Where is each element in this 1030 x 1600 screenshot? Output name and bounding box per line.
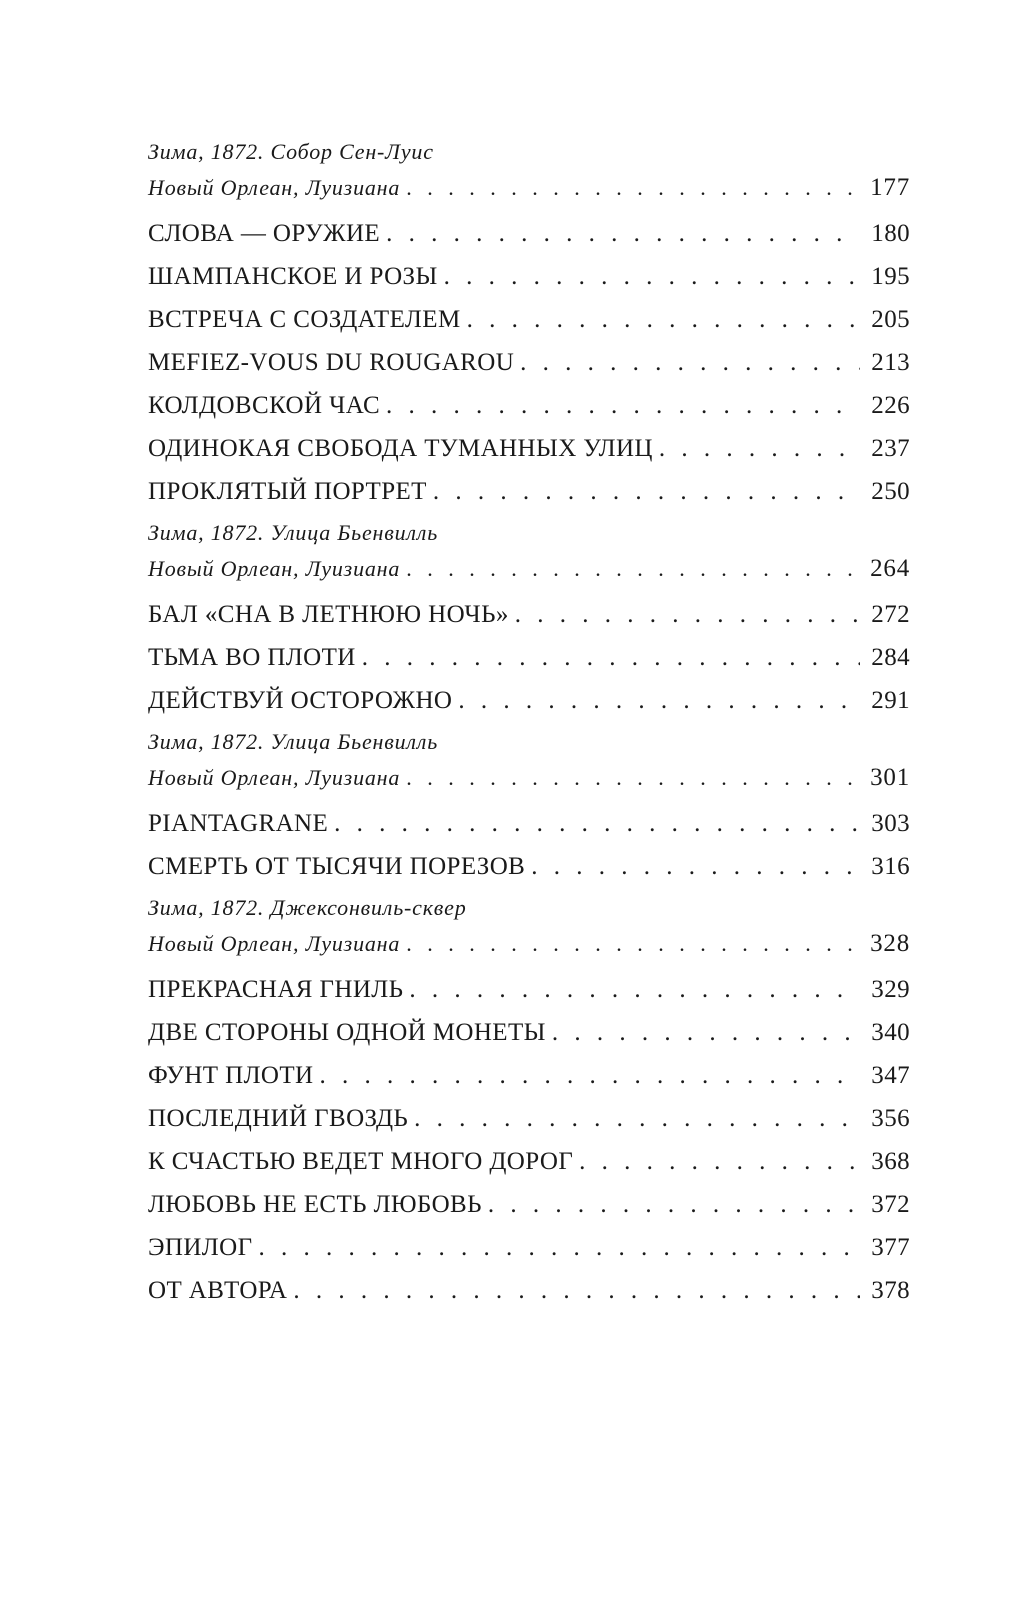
dot-leader bbox=[406, 551, 860, 587]
interlude-place-row bbox=[148, 170, 910, 206]
chapter-title: ДЕЙСТВУЙ ОСТОРОЖНО bbox=[148, 687, 453, 714]
page-number: 291 bbox=[871, 687, 910, 714]
dot-leader bbox=[488, 1183, 860, 1226]
dot-leader bbox=[406, 170, 860, 206]
toc-interlude[interactable] bbox=[148, 724, 910, 796]
chapter-title: КОЛДОВСКОЙ ЧАС bbox=[148, 392, 381, 419]
toc-entry[interactable] bbox=[148, 1097, 910, 1140]
dot-leader bbox=[414, 1097, 860, 1140]
page-number: 356 bbox=[871, 1105, 910, 1132]
dot-leader bbox=[433, 470, 860, 513]
chapter-title: ВСТРЕЧА С СОЗДАТЕЛЕМ bbox=[148, 306, 461, 333]
chapter-title: ЭПИЛОГ bbox=[148, 1234, 253, 1261]
page-number: 340 bbox=[871, 1019, 910, 1046]
dot-leader bbox=[258, 1226, 860, 1269]
dot-leader bbox=[520, 341, 860, 384]
toc-entry[interactable] bbox=[148, 298, 910, 341]
interlude-place-row bbox=[148, 926, 910, 962]
chapter-title: ПОСЛЕДНИЙ ГВОЗДЬ bbox=[148, 1105, 409, 1132]
chapter-title: MEFIEZ-VOUS DU ROUGAROU bbox=[148, 349, 515, 376]
toc-entry[interactable] bbox=[148, 1011, 910, 1054]
chapter-title: СЛОВА — ОРУЖИЕ bbox=[148, 220, 381, 247]
page-number: 180 bbox=[871, 220, 910, 247]
dot-leader bbox=[552, 1011, 860, 1054]
page-number: 347 bbox=[871, 1062, 910, 1089]
page-number: 378 bbox=[871, 1277, 910, 1304]
dot-leader bbox=[467, 298, 860, 341]
chapter-title: ОДИНОКАЯ СВОБОДА ТУМАННЫХ УЛИЦ bbox=[148, 435, 653, 462]
interlude-heading: Зима, 1872. Улица Бьенвилль bbox=[148, 520, 439, 545]
toc-entry[interactable] bbox=[148, 845, 910, 888]
toc-entry[interactable] bbox=[148, 1183, 910, 1226]
toc-entry[interactable] bbox=[148, 679, 910, 722]
dot-leader bbox=[515, 593, 860, 636]
chapter-title: СМЕРТЬ ОТ ТЫСЯЧИ ПОРЕЗОВ bbox=[148, 853, 526, 880]
chapter-title: ПРЕКРАСНАЯ ГНИЛЬ bbox=[148, 976, 404, 1003]
toc-entry[interactable] bbox=[148, 341, 910, 384]
toc-entry[interactable] bbox=[148, 1226, 910, 1269]
interlude-place-row bbox=[148, 551, 910, 587]
dot-leader bbox=[334, 802, 860, 845]
chapter-title: ШАМПАНСКОЕ И РОЗЫ bbox=[148, 263, 438, 290]
interlude-heading: Зима, 1872. Джексонвиль-сквер bbox=[148, 895, 467, 920]
page-number: 205 bbox=[871, 306, 910, 333]
dot-leader bbox=[579, 1140, 860, 1183]
toc-entry[interactable] bbox=[148, 968, 910, 1011]
page-number: 195 bbox=[871, 263, 910, 290]
interlude-heading: Зима, 1872. Собор Сен-Луис bbox=[148, 139, 434, 164]
table-of-contents bbox=[148, 132, 910, 1312]
interlude-place: Новый Орлеан, Луизиана bbox=[148, 931, 401, 956]
page-number: 377 bbox=[871, 1234, 910, 1261]
interlude-place: Новый Орлеан, Луизиана bbox=[148, 765, 401, 790]
chapter-title: К СЧАСТЬЮ ВЕДЕТ МНОГО ДОРОГ bbox=[148, 1148, 574, 1175]
chapter-title: БАЛ «СНА В ЛЕТНЮЮ НОЧЬ» bbox=[148, 601, 509, 628]
toc-entry[interactable] bbox=[148, 1140, 910, 1183]
page-number: 316 bbox=[871, 853, 910, 880]
chapter-title: ПРОКЛЯТЫЙ ПОРТРЕТ bbox=[148, 478, 427, 505]
page-number: 264 bbox=[870, 555, 910, 582]
interlude-place: Новый Орлеан, Луизиана bbox=[148, 175, 401, 200]
dot-leader bbox=[409, 968, 860, 1011]
toc-entry[interactable] bbox=[148, 593, 910, 636]
chapter-title: PIANTAGRANE bbox=[148, 810, 329, 837]
page-number: 237 bbox=[871, 435, 910, 462]
toc-entry[interactable] bbox=[148, 1269, 910, 1312]
toc-entry[interactable] bbox=[148, 212, 910, 255]
dot-leader bbox=[458, 679, 860, 722]
toc-entry[interactable] bbox=[148, 1054, 910, 1097]
chapter-title: ЛЮБОВЬ НЕ ЕСТЬ ЛЮБОВЬ bbox=[148, 1191, 482, 1218]
dot-leader bbox=[406, 760, 860, 796]
chapter-title: ТЬМА ВО ПЛОТИ bbox=[148, 644, 356, 671]
toc-entry[interactable] bbox=[148, 255, 910, 298]
dot-leader bbox=[659, 427, 860, 470]
toc-interlude[interactable] bbox=[148, 134, 910, 206]
dot-leader bbox=[406, 926, 860, 962]
chapter-title: ФУНТ ПЛОТИ bbox=[148, 1062, 314, 1089]
dot-leader bbox=[320, 1054, 860, 1097]
page-number: 284 bbox=[871, 644, 910, 671]
page-number: 177 bbox=[870, 174, 910, 201]
page-number: 301 bbox=[870, 764, 910, 791]
dot-leader bbox=[386, 212, 860, 255]
page-number: 213 bbox=[871, 349, 910, 376]
page-number: 272 bbox=[871, 601, 910, 628]
dot-leader bbox=[362, 636, 860, 679]
toc-interlude[interactable] bbox=[148, 890, 910, 962]
interlude-heading: Зима, 1872. Улица Бьенвилль bbox=[148, 729, 439, 754]
interlude-place-row bbox=[148, 760, 910, 796]
toc-entry[interactable] bbox=[148, 636, 910, 679]
dot-leader bbox=[444, 255, 860, 298]
toc-entry[interactable] bbox=[148, 384, 910, 427]
dot-leader bbox=[293, 1269, 860, 1312]
page-number: 303 bbox=[871, 810, 910, 837]
toc-entry[interactable] bbox=[148, 802, 910, 845]
page-number: 368 bbox=[871, 1148, 910, 1175]
chapter-title: ДВЕ СТОРОНЫ ОДНОЙ МОНЕТЫ bbox=[148, 1019, 546, 1046]
page-number: 328 bbox=[870, 930, 910, 957]
dot-leader bbox=[531, 845, 860, 888]
toc-entry[interactable] bbox=[148, 427, 910, 470]
page-number: 250 bbox=[871, 478, 910, 505]
page-number: 372 bbox=[871, 1191, 910, 1218]
toc-interlude[interactable] bbox=[148, 515, 910, 587]
toc-entry[interactable] bbox=[148, 470, 910, 513]
page-number: 226 bbox=[871, 392, 910, 419]
page-number: 329 bbox=[871, 976, 910, 1003]
interlude-place: Новый Орлеан, Луизиана bbox=[148, 556, 401, 581]
dot-leader bbox=[386, 384, 860, 427]
chapter-title: ОТ АВТОРА bbox=[148, 1277, 288, 1304]
